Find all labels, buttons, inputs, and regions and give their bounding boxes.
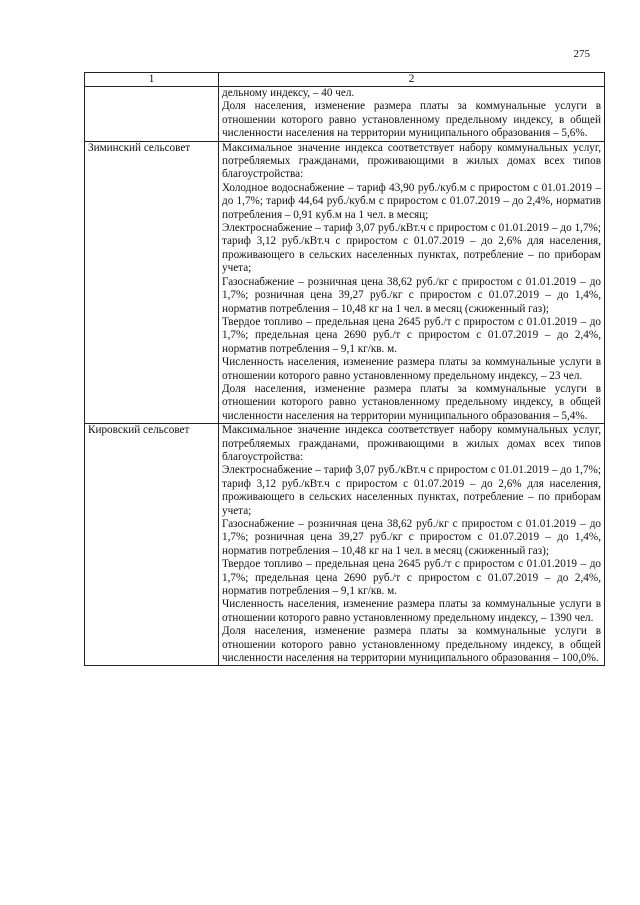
description-paragraph: Электроснабжение – тариф 3,07 руб./кВт.ч с приростом с 01.01.2019 – до 1,7%; тариф 3,12 руб./кВт.ч с приростом с 01.07.2019 – до 2,6% для населения, проживающего в сельских населенных пунктах, потребление – по приборам учета; [222,464,601,517]
table-row [85,424,605,666]
description-cell [219,141,605,424]
table-body [85,73,605,666]
tariff-table [84,72,605,666]
description-cell [219,424,605,666]
description-paragraph: Доля населения, изменение размера платы за коммунальные услуги в отношении которого равно установленному предельному индексу, в общей численности населения на территории муниципального образования – 5,4%. [222,382,601,422]
description-paragraph: Твердое топливо – предельная цена 2645 руб./т с приростом с 01.01.2019 – до 1,7%; предельная цена 2690 руб./т с приростом с 01.07.2019 – до 2,4%, норматив потребления – 9,1 кг/кв. м. [222,558,601,598]
municipality-name: Зиминский сельсовет [88,141,191,154]
description-paragraph: Газоснабжение – розничная цена 38,62 руб./кг с приростом с 01.01.2019 – до 1,7%; розничная цена 39,27 руб./кг с приростом с 01.07.2019 – до 1,4%, норматив потребления – 10,48 кг на 1 чел. в месяц (сжиженный газ); [222,275,601,315]
page-number: 275 [573,48,590,60]
table-row [85,141,605,424]
description-paragraph: Газоснабжение – розничная цена 38,62 руб./кг с приростом с 01.01.2019 – до 1,7%; розничная цена 39,27 руб./кг с приростом с 01.07.2019 – до 1,4%, норматив потребления – 10,48 кг на 1 чел. в месяц (сжиженный газ); [222,518,601,557]
description-paragraph: Доля населения, изменение размера платы за коммунальные услуги в отношении которого равно установленному предельному индексу, в общей численности населения на территории муниципального образования – 100,0%. [222,625,601,665]
municipality-cell [85,87,219,142]
description-paragraph: Максимальное значение индекса соответствует набору коммунальных услуг, потребляемых гражданами, проживающими в жилых домах всех типов благоустройства: [222,424,601,463]
table-header-row [85,73,605,87]
description-paragraph: Холодное водоснабжение – тариф 43,90 руб./куб.м с приростом с 01.01.2019 – до 1,7%; тариф 44,64 руб./куб.м с приростом с 01.07.2019 – до 2,4%, норматив потребления – 0,91 куб.м на 1 чел. в месяц; [222,181,601,221]
description-paragraph: Численность населения, изменение размера платы за коммунальные услуги в отношении которого равно установленному предельному индексу, – 1390 чел. [222,598,601,624]
description-paragraph: Доля населения, изменение размера платы за коммунальные услуги в отношении которого равно установленному предельному индексу, в общей численности населения на территории муниципального образования – 5,6%. [222,100,601,140]
description-paragraph: Численность населения, изменение размера платы за коммунальные услуги в отношении которого равно установленному предельному индексу, – 23 чел. [222,356,601,382]
description-paragraph: Максимальное значение индекса соответствует набору коммунальных услуг, потребляемых гражданами, проживающими в жилых домах всех типов благоустройства: [222,141,601,181]
description-paragraph: Электроснабжение – тариф 3,07 руб./кВт.ч с приростом с 01.01.2019 – до 1,7%; тариф 3,12 руб./кВт.ч с приростом с 01.07.2019 – до 2,6% для населения, проживающего в сельских населенных пунктах, потребление – по приборам учета; [222,222,601,275]
header-col-1: 1 [85,73,219,87]
header-col-2: 2 [219,73,605,87]
municipality-name: Кировский сельсовет [88,424,190,437]
table-row [85,87,605,142]
description-paragraph: дельному индексу, – 40 чел. [222,87,355,99]
description-paragraph: Твердое топливо – предельная цена 2645 руб./т с приростом с 01.01.2019 – до 1,7%; предельная цена 2690 руб./т с приростом с 01.07.2019 – до 2,4%, норматив потребления – 9,1 кг/кв. м. [222,315,601,355]
municipality-cell [85,141,219,424]
description-cell [219,87,605,142]
municipality-cell [85,424,219,666]
